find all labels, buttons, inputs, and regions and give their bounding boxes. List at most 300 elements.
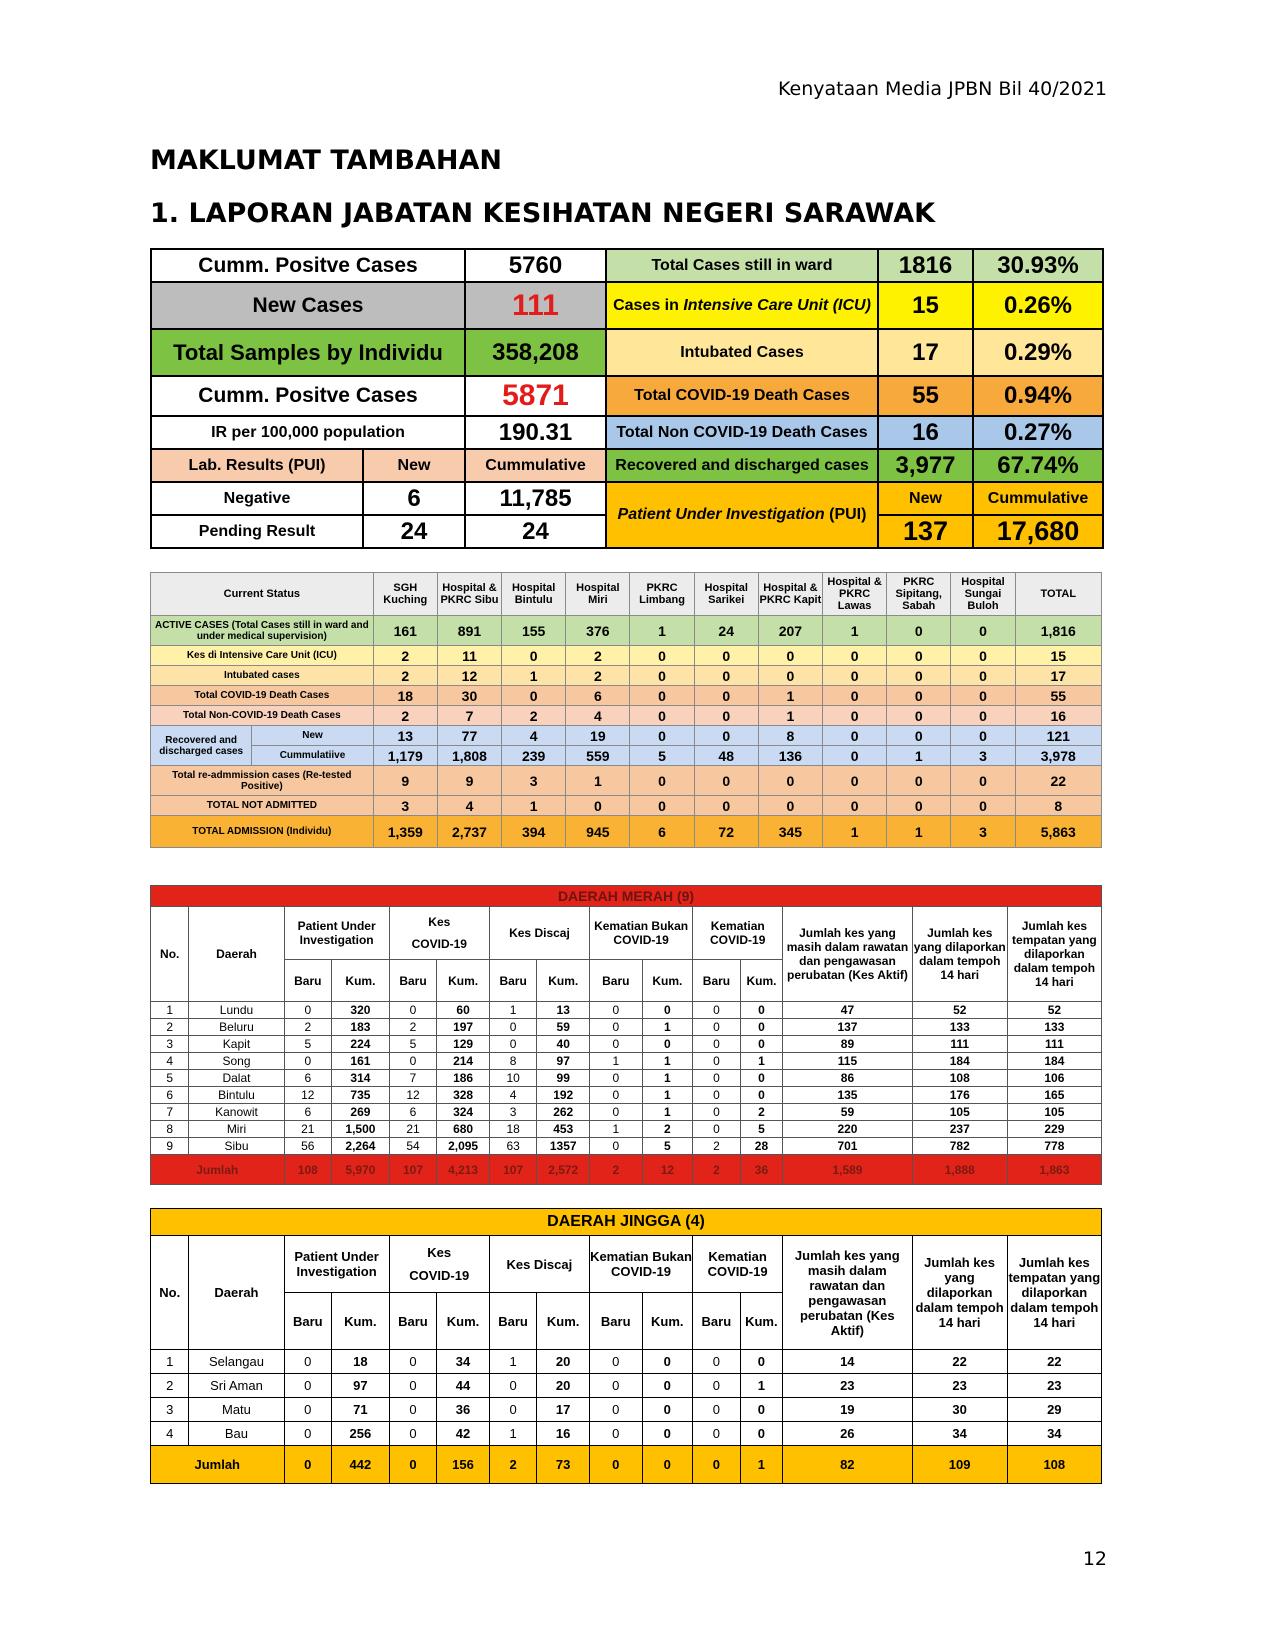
status-cell: 0: [951, 706, 1015, 726]
daerah-cell: 6: [151, 1087, 189, 1104]
daerah-cell: 5: [389, 1036, 437, 1053]
status-cell: 0: [630, 686, 694, 706]
recovered-label: Recovered and discharged cases: [606, 449, 878, 482]
status-cell: 0: [694, 706, 758, 726]
status-cell: 0: [887, 666, 951, 686]
daerah-cell: 0: [740, 1019, 782, 1036]
daerah-cell: 0: [693, 1398, 741, 1422]
pui-label: Patient Under Investigation (PUI): [606, 482, 878, 548]
daerah-cell: 0: [489, 1019, 537, 1036]
status-cell: 24: [694, 616, 758, 646]
daerah-cell: 111: [1007, 1036, 1101, 1053]
daerah-cell: 13: [537, 1002, 590, 1019]
header-kum: Kum.: [740, 960, 782, 1002]
daerah-cell: 0: [489, 1398, 537, 1422]
status-row-label: Kes di Intensive Care Unit (ICU): [151, 646, 374, 666]
daerah-cell: 237: [912, 1121, 1007, 1138]
daerah-name: Selangau: [189, 1350, 284, 1374]
daerah-cell: 3: [489, 1104, 537, 1121]
cumm-positive-prev: 5760: [465, 249, 606, 282]
ward-value: 1816: [878, 249, 973, 282]
daerah-row: [151, 1070, 1102, 1087]
daerah-cell: 6: [389, 1104, 437, 1121]
daerah-cell: 8: [151, 1121, 189, 1138]
daerah-cell: 165: [1007, 1087, 1101, 1104]
daerah-cell: 161: [332, 1053, 390, 1070]
status-table: [150, 572, 1102, 848]
daerah-name: Bintulu: [189, 1087, 284, 1104]
status-cell: 0: [887, 766, 951, 796]
daerah-cell: 0: [693, 1374, 741, 1398]
status-header-col: Hospital Miri: [566, 573, 630, 616]
status-cell: 559: [566, 746, 630, 766]
status-row: [151, 646, 1102, 666]
daerah-row: [151, 1138, 1102, 1155]
jumlah-cell: 0: [284, 1446, 332, 1484]
daerah-cell: 0: [389, 1422, 437, 1446]
daerah-cell: 60: [437, 1002, 490, 1019]
status-header-current: Current Status: [151, 573, 374, 616]
status-row-label: Intubated cases: [151, 666, 374, 686]
daerah-cell: 2: [693, 1138, 741, 1155]
status-cell: 155: [502, 616, 566, 646]
daerah-row: [151, 1374, 1102, 1398]
daerah-cell: 89: [783, 1036, 912, 1053]
status-cell: 12: [437, 666, 501, 686]
header-baru: Baru: [693, 1293, 741, 1350]
nondeath-label: Total Non COVID-19 Death Cases: [606, 416, 878, 449]
status-cell: 0: [887, 726, 951, 746]
jumlah-cell: 36: [740, 1155, 782, 1185]
icu-pct: 0.26%: [973, 282, 1103, 329]
status-cell: 0: [823, 726, 887, 746]
status-cell: 1: [823, 616, 887, 646]
daerah-cell: 22: [1007, 1350, 1101, 1374]
daerah-cell: 59: [537, 1019, 590, 1036]
jumlah-cell: 73: [537, 1446, 590, 1484]
status-cell: 891: [437, 616, 501, 646]
status-cell: 3: [502, 766, 566, 796]
status-cell: 48: [694, 746, 758, 766]
heading-maklumat-tambahan: MAKLUMAT TAMBAHAN: [150, 145, 502, 176]
daerah-cell: 0: [590, 1019, 643, 1036]
jumlah-cell: 0: [642, 1446, 693, 1484]
daerah-cell: 2: [151, 1019, 189, 1036]
daerah-cell: 106: [1007, 1070, 1101, 1087]
death-label: Total COVID-19 Death Cases: [606, 376, 878, 416]
daerah-cell: 10: [489, 1070, 537, 1087]
daerah-cell: 0: [389, 1053, 437, 1070]
status-cell: 6: [566, 686, 630, 706]
jumlah-cell: 107: [389, 1155, 437, 1185]
status-cell: 0: [758, 646, 822, 666]
intubated-label: Intubated Cases: [606, 329, 878, 376]
jumlah-cell: 0: [389, 1446, 437, 1484]
jumlah-label: Jumlah: [151, 1155, 285, 1185]
daerah-cell: 17: [537, 1398, 590, 1422]
daerah-name: Song: [189, 1053, 284, 1070]
status-group-label: Recovered and discharged cases: [151, 726, 252, 766]
daerah-cell: 14: [783, 1350, 912, 1374]
daerah-cell: 99: [537, 1070, 590, 1087]
pui-new-header: New: [878, 482, 973, 515]
daerah-cell: 0: [589, 1350, 642, 1374]
daerah-cell: 0: [590, 1138, 643, 1155]
header-kes-aktif: Jumlah kes yang masih dalam rawatan dan pengawasan perubatan (Kes Aktif): [783, 907, 912, 1002]
status-row: [151, 686, 1102, 706]
daerah-cell: 0: [740, 1036, 782, 1053]
daerah-cell: 56: [284, 1138, 332, 1155]
daerah-cell: 44: [437, 1374, 490, 1398]
header-kum: Kum.: [642, 1293, 693, 1350]
daerah-row: [151, 1104, 1102, 1121]
header-kum: Kum.: [537, 1293, 590, 1350]
daerah-cell: 778: [1007, 1138, 1101, 1155]
daerah-name: Lundu: [189, 1002, 284, 1019]
status-row: [151, 766, 1102, 796]
daerah-cell: 34: [1007, 1422, 1101, 1446]
lab-new-header: New: [363, 449, 465, 482]
daerah-cell: 7: [389, 1070, 437, 1087]
daerah-cell: 115: [783, 1053, 912, 1070]
status-cell: 0: [887, 796, 951, 816]
daerah-cell: 63: [489, 1138, 537, 1155]
daerah-cell: 186: [437, 1070, 490, 1087]
daerah-row: [151, 1087, 1102, 1104]
daerah-cell: 129: [437, 1036, 490, 1053]
daerah-cell: 0: [693, 1002, 741, 1019]
daerah-cell: 26: [783, 1422, 912, 1446]
status-row-label: New: [252, 726, 373, 746]
header-baru: Baru: [693, 960, 741, 1002]
daerah-jingga-title: DAERAH JINGGA (4): [151, 1209, 1102, 1236]
status-row: [151, 816, 1102, 848]
pui-new-value: 137: [878, 515, 973, 548]
header-kes-covid: Kes COVID-19: [389, 907, 489, 960]
status-row-label: Total Non-COVID-19 Death Cases: [151, 706, 374, 726]
daerah-cell: 5: [151, 1070, 189, 1087]
daerah-name: Kapit: [189, 1036, 284, 1053]
daerah-cell: 23: [783, 1374, 912, 1398]
daerah-cell: 782: [912, 1138, 1007, 1155]
status-cell: 376: [566, 616, 630, 646]
status-cell: 945: [566, 816, 630, 848]
daerah-cell: 0: [740, 1398, 782, 1422]
daerah-cell: 0: [284, 1398, 332, 1422]
status-cell: 0: [951, 686, 1015, 706]
daerah-cell: 18: [489, 1121, 537, 1138]
status-cell: 9: [373, 766, 437, 796]
intubated-pct: 0.29%: [973, 329, 1103, 376]
jumlah-cell: 107: [489, 1155, 537, 1185]
daerah-cell: 6: [284, 1104, 332, 1121]
status-cell: 0: [630, 706, 694, 726]
daerah-cell: 0: [642, 1002, 693, 1019]
status-cell: 8: [1015, 796, 1101, 816]
daerah-cell: 5: [642, 1138, 693, 1155]
daerah-cell: 30: [912, 1398, 1007, 1422]
ward-pct: 30.93%: [973, 249, 1103, 282]
daerah-cell: 111: [912, 1036, 1007, 1053]
daerah-cell: 314: [332, 1070, 390, 1087]
status-cell: 0: [887, 706, 951, 726]
header-kes-covid: Kes COVID-19: [389, 1236, 489, 1293]
daerah-cell: 328: [437, 1087, 490, 1104]
ir-label: IR per 100,000 population: [151, 416, 465, 449]
header-dilaporkan: Jumlah kes yang dilaporkan dalam tempoh 14 hari: [912, 907, 1007, 1002]
status-row: [151, 796, 1102, 816]
daerah-cell: 1: [740, 1053, 782, 1070]
daerah-name: Bau: [189, 1422, 284, 1446]
daerah-row: [151, 1019, 1102, 1036]
daerah-cell: 1: [740, 1374, 782, 1398]
daerah-merah-table: [150, 885, 1102, 1185]
daerah-cell: 1: [642, 1019, 693, 1036]
status-cell: 77: [437, 726, 501, 746]
status-cell: 15: [1015, 646, 1101, 666]
status-cell: 3: [951, 816, 1015, 848]
jumlah-cell: 108: [284, 1155, 332, 1185]
header-baru: Baru: [489, 960, 537, 1002]
daerah-cell: 0: [284, 1002, 332, 1019]
daerah-cell: 34: [912, 1422, 1007, 1446]
header-baru: Baru: [589, 1293, 642, 1350]
pending-cumm: 24: [465, 515, 606, 548]
negative-label: Negative: [151, 482, 363, 515]
header-tempatan: Jumlah kes tempatan yang dilaporkan dalam tempoh 14 hari: [1007, 907, 1101, 1002]
daerah-cell: 108: [912, 1070, 1007, 1087]
daerah-cell: 8: [489, 1053, 537, 1070]
daerah-cell: 7: [151, 1104, 189, 1121]
status-cell: 0: [951, 766, 1015, 796]
pui-cumm-value: 17,680: [973, 515, 1103, 548]
daerah-name: Sibu: [189, 1138, 284, 1155]
status-cell: 17: [1015, 666, 1101, 686]
daerah-cell: 2: [151, 1374, 189, 1398]
daerah-cell: 1: [590, 1053, 643, 1070]
status-cell: 0: [951, 646, 1015, 666]
status-cell: 1: [758, 706, 822, 726]
status-cell: 4: [566, 706, 630, 726]
status-cell: 161: [373, 616, 437, 646]
ir-value: 190.31: [465, 416, 606, 449]
daerah-cell: 135: [783, 1087, 912, 1104]
daerah-cell: 0: [740, 1422, 782, 1446]
jumlah-cell: 1,888: [912, 1155, 1007, 1185]
status-header-col: Hospital Sungai Buloh: [951, 573, 1015, 616]
icu-value: 15: [878, 282, 973, 329]
daerah-cell: 40: [537, 1036, 590, 1053]
daerah-cell: 4: [489, 1087, 537, 1104]
status-row-label: TOTAL NOT ADMITTED: [151, 796, 374, 816]
daerah-cell: 52: [912, 1002, 1007, 1019]
jumlah-cell: 0: [693, 1446, 741, 1484]
daerah-cell: 16: [537, 1422, 590, 1446]
jumlah-cell: 2: [489, 1446, 537, 1484]
daerah-cell: 0: [642, 1398, 693, 1422]
jumlah-cell: 2: [590, 1155, 643, 1185]
daerah-cell: 0: [389, 1350, 437, 1374]
daerah-name: Beluru: [189, 1019, 284, 1036]
status-cell: 2: [373, 646, 437, 666]
page-number: 12: [1082, 1548, 1107, 1570]
status-cell: 2: [566, 646, 630, 666]
daerah-jingga-table: [150, 1208, 1102, 1484]
status-row: [151, 746, 1102, 766]
status-cell: 9: [437, 766, 501, 796]
daerah-cell: 2: [642, 1121, 693, 1138]
daerah-name: Miri: [189, 1121, 284, 1138]
daerah-cell: 59: [783, 1104, 912, 1121]
status-cell: 1: [566, 766, 630, 796]
status-cell: 1: [887, 816, 951, 848]
daerah-cell: 137: [783, 1019, 912, 1036]
daerah-name: Sri Aman: [189, 1374, 284, 1398]
daerah-cell: 21: [284, 1121, 332, 1138]
header-discaj: Kes Discaj: [489, 1236, 589, 1293]
daerah-cell: 1: [642, 1104, 693, 1121]
status-cell: 5: [630, 746, 694, 766]
status-cell: 7: [437, 706, 501, 726]
new-cases-label: New Cases: [151, 282, 465, 329]
status-cell: 0: [694, 646, 758, 666]
status-cell: 1,816: [1015, 616, 1101, 646]
status-cell: 2: [373, 706, 437, 726]
status-cell: 1,179: [373, 746, 437, 766]
daerah-cell: 97: [332, 1374, 390, 1398]
daerah-cell: 1357: [537, 1138, 590, 1155]
daerah-cell: 2: [389, 1019, 437, 1036]
death-value: 55: [878, 376, 973, 416]
status-cell: 4: [502, 726, 566, 746]
daerah-cell: 0: [284, 1422, 332, 1446]
daerah-cell: 2: [740, 1104, 782, 1121]
status-cell: 30: [437, 686, 501, 706]
status-row-label: ACTIVE CASES (Total Cases still in ward and under medical supervision): [151, 616, 374, 646]
daerah-cell: 0: [740, 1087, 782, 1104]
daerah-cell: 453: [537, 1121, 590, 1138]
daerah-cell: 34: [437, 1350, 490, 1374]
status-row-label: Total re-admmission cases (Re-tested Positive): [151, 766, 374, 796]
daerah-cell: 0: [284, 1053, 332, 1070]
daerah-cell: 1,500: [332, 1121, 390, 1138]
status-cell: 0: [630, 766, 694, 796]
daerah-cell: 9: [151, 1138, 189, 1155]
daerah-cell: 0: [284, 1350, 332, 1374]
daerah-cell: 3: [151, 1398, 189, 1422]
header-baru: Baru: [389, 1293, 437, 1350]
status-cell: 3,978: [1015, 746, 1101, 766]
daerah-cell: 105: [1007, 1104, 1101, 1121]
pui-cumm-header: Cummulative: [973, 482, 1103, 515]
status-cell: 1,359: [373, 816, 437, 848]
daerah-cell: 0: [693, 1036, 741, 1053]
status-cell: 11: [437, 646, 501, 666]
daerah-cell: 0: [590, 1070, 643, 1087]
status-cell: 345: [758, 816, 822, 848]
status-cell: 0: [694, 686, 758, 706]
jumlah-label: Jumlah: [151, 1446, 285, 1484]
pending-new: 24: [363, 515, 465, 548]
daerah-cell: 18: [332, 1350, 390, 1374]
status-cell: 0: [758, 666, 822, 686]
daerah-cell: 183: [332, 1019, 390, 1036]
daerah-cell: 0: [590, 1002, 643, 1019]
daerah-cell: 0: [740, 1002, 782, 1019]
daerah-cell: 1: [489, 1350, 537, 1374]
status-cell: 0: [630, 796, 694, 816]
header-kum: Kum.: [537, 960, 590, 1002]
daerah-row: [151, 1002, 1102, 1019]
status-row: [151, 706, 1102, 726]
status-cell: 8: [758, 726, 822, 746]
status-cell: 2,737: [437, 816, 501, 848]
status-cell: 72: [694, 816, 758, 848]
lab-cumm-header: Cummulative: [465, 449, 606, 482]
daerah-cell: 0: [693, 1350, 741, 1374]
daerah-cell: 0: [489, 1374, 537, 1398]
jumlah-cell: 4,213: [437, 1155, 490, 1185]
header-baru: Baru: [590, 960, 643, 1002]
jumlah-cell: 2: [693, 1155, 741, 1185]
status-cell: 0: [823, 706, 887, 726]
daerah-cell: 701: [783, 1138, 912, 1155]
status-cell: 394: [502, 816, 566, 848]
header-baru: Baru: [284, 960, 332, 1002]
header-kematian-covid: Kematian COVID-19: [693, 907, 783, 960]
daerah-cell: 20: [537, 1374, 590, 1398]
daerah-cell: 184: [1007, 1053, 1101, 1070]
daerah-cell: 105: [912, 1104, 1007, 1121]
daerah-cell: 680: [437, 1121, 490, 1138]
header-baru: Baru: [284, 1293, 332, 1350]
status-header-col: Hospital Sarikei: [694, 573, 758, 616]
daerah-merah-title: DAERAH MERAH (9): [151, 886, 1102, 907]
daerah-name: Dalat: [189, 1070, 284, 1087]
header-kes-aktif: Jumlah kes yang masih dalam rawatan dan pengawasan perubatan (Kes Aktif): [783, 1236, 912, 1350]
daerah-cell: 0: [693, 1104, 741, 1121]
samples-value: 358,208: [465, 329, 606, 376]
header-kum: Kum.: [332, 1293, 390, 1350]
status-cell: 2: [502, 706, 566, 726]
status-cell: 1: [630, 616, 694, 646]
daerah-cell: 2: [284, 1019, 332, 1036]
daerah-cell: 0: [589, 1398, 642, 1422]
daerah-cell: 0: [642, 1036, 693, 1053]
cumm-positive-label-2: Cumm. Positve Cases: [151, 376, 465, 416]
daerah-cell: 1: [642, 1053, 693, 1070]
ward-label: Total Cases still in ward: [606, 249, 878, 282]
header-bukan-covid: Kematian Bukan COVID-19: [590, 907, 693, 960]
status-cell: 0: [823, 766, 887, 796]
daerah-cell: 214: [437, 1053, 490, 1070]
status-header-col: Hospital & PKRC Sibu: [437, 573, 501, 616]
daerah-cell: 1: [642, 1087, 693, 1104]
status-cell: 0: [502, 646, 566, 666]
daerah-cell: 0: [389, 1374, 437, 1398]
status-cell: 4: [437, 796, 501, 816]
daerah-cell: 262: [537, 1104, 590, 1121]
daerah-cell: 86: [783, 1070, 912, 1087]
daerah-cell: 54: [389, 1138, 437, 1155]
pending-label: Pending Result: [151, 515, 363, 548]
daerah-cell: 0: [740, 1070, 782, 1087]
status-cell: 1,808: [437, 746, 501, 766]
status-cell: 121: [1015, 726, 1101, 746]
nondeath-pct: 0.27%: [973, 416, 1103, 449]
jumlah-cell: 2,572: [537, 1155, 590, 1185]
header-tempatan: Jumlah kes tempatan yang dilaporkan dalam tempoh 14 hari: [1007, 1236, 1101, 1350]
